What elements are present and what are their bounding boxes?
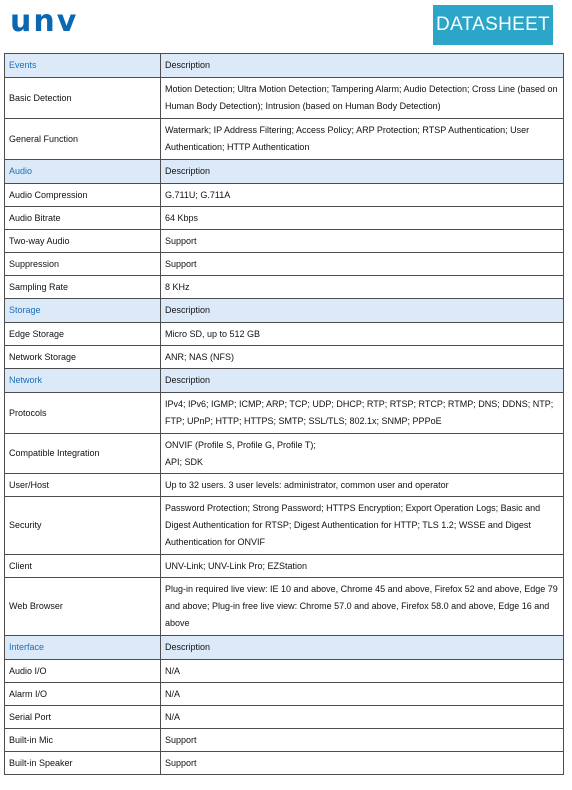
section-description-label: Description — [161, 299, 564, 323]
section-header-audio — [5, 160, 564, 184]
spec-value: UNV-Link; UNV-Link Pro; EZStation — [161, 555, 564, 578]
spec-row — [5, 474, 564, 497]
spec-row — [5, 207, 564, 230]
spec-label: Built-in Mic — [5, 729, 161, 752]
spec-row — [5, 706, 564, 729]
spec-label: Basic Detection — [5, 78, 161, 119]
section-header-network — [5, 369, 564, 393]
spec-value: N/A — [161, 683, 564, 706]
spec-row — [5, 346, 564, 369]
spec-label: Security — [5, 497, 161, 555]
spec-value: IPv4; IPv6; IGMP; ICMP; ARP; TCP; UDP; DHCP; RTP; RTSP; RTCP; RTMP; DNS; DDNS; NTP; FTP; UPnP; HTTP; HTTPS; SMTP; SSL/TLS; 802.1x; SNMP; PPPoE — [161, 393, 564, 434]
spec-label: Sampling Rate — [5, 276, 161, 299]
section-header-events — [5, 54, 564, 78]
spec-value: 64 Kbps — [161, 207, 564, 230]
spec-label: Protocols — [5, 393, 161, 434]
spec-row — [5, 578, 564, 636]
spec-row — [5, 555, 564, 578]
spec-value: Plug-in required live view: IE 10 and above, Chrome 45 and above, Firefox 52 and above, Edge 79 and above; Plug-in free live view: Chrome 57.0 and above, Firefox 58.0 and above, Edge 16 and above — [161, 578, 564, 636]
spec-value: N/A — [161, 706, 564, 729]
spec-label: Client — [5, 555, 161, 578]
section-description-label: Description — [161, 369, 564, 393]
spec-label: User/Host — [5, 474, 161, 497]
spec-label: General Function — [5, 119, 161, 160]
spec-value: Micro SD, up to 512 GB — [161, 323, 564, 346]
spec-row — [5, 683, 564, 706]
spec-row — [5, 230, 564, 253]
section-title: Events — [5, 54, 161, 78]
section-title: Storage — [5, 299, 161, 323]
spec-row — [5, 119, 564, 160]
spec-value: N/A — [161, 660, 564, 683]
spec-label: Web Browser — [5, 578, 161, 636]
spec-row — [5, 184, 564, 207]
section-title: Audio — [5, 160, 161, 184]
spec-label: Suppression — [5, 253, 161, 276]
spec-value: 8 KHz — [161, 276, 564, 299]
spec-row — [5, 729, 564, 752]
spec-value: Motion Detection; Ultra Motion Detection; Tampering Alarm; Audio Detection; Cross Line (based on Human Body Detection); Intrusion (based on Human Body Detection) — [161, 78, 564, 119]
spec-value: Support — [161, 752, 564, 775]
spec-value: Watermark; IP Address Filtering; Access Policy; ARP Protection; RTSP Authentication; User Authentication; HTTP Authentication — [161, 119, 564, 160]
spec-label: Serial Port — [5, 706, 161, 729]
section-description-label: Description — [161, 636, 564, 660]
unv-logo: unv — [10, 4, 79, 39]
spec-value: Support — [161, 729, 564, 752]
spec-label: Audio Compression — [5, 184, 161, 207]
spec-label: Compatible Integration — [5, 434, 161, 474]
spec-label: Two-way Audio — [5, 230, 161, 253]
spec-row — [5, 434, 564, 474]
spec-label: Audio Bitrate — [5, 207, 161, 230]
section-title: Network — [5, 369, 161, 393]
spec-label: Edge Storage — [5, 323, 161, 346]
spec-row — [5, 78, 564, 119]
section-description-label: Description — [161, 54, 564, 78]
spec-value: ANR; NAS (NFS) — [161, 346, 564, 369]
spec-row — [5, 323, 564, 346]
spec-value: Up to 32 users. 3 user levels: administrator, common user and operator — [161, 474, 564, 497]
section-description-label: Description — [161, 160, 564, 184]
spec-label: Network Storage — [5, 346, 161, 369]
spec-value: Support — [161, 253, 564, 276]
spec-value: Password Protection; Strong Password; HTTPS Encryption; Export Operation Logs; Basic and Digest Authentication for RTSP; Digest Authentication for HTTP; TLS 1.2; WSSE and Digest Authentication for ONVIF — [161, 497, 564, 555]
section-header-storage — [5, 299, 564, 323]
spec-label: Audio I/O — [5, 660, 161, 683]
spec-value: ONVIF (Profile S, Profile G, Profile T); API; SDK — [161, 434, 564, 474]
spec-value: Support — [161, 230, 564, 253]
spec-row — [5, 276, 564, 299]
spec-label: Alarm I/O — [5, 683, 161, 706]
spec-value: G.711U; G.711A — [161, 184, 564, 207]
spec-row — [5, 393, 564, 434]
spec-label: Built-in Speaker — [5, 752, 161, 775]
section-header-interface — [5, 636, 564, 660]
spec-row — [5, 660, 564, 683]
datasheet-badge: DATASHEET — [433, 5, 553, 45]
spec-table — [4, 53, 564, 775]
spec-row — [5, 253, 564, 276]
spec-row — [5, 752, 564, 775]
spec-row — [5, 497, 564, 555]
section-title: Interface — [5, 636, 161, 660]
